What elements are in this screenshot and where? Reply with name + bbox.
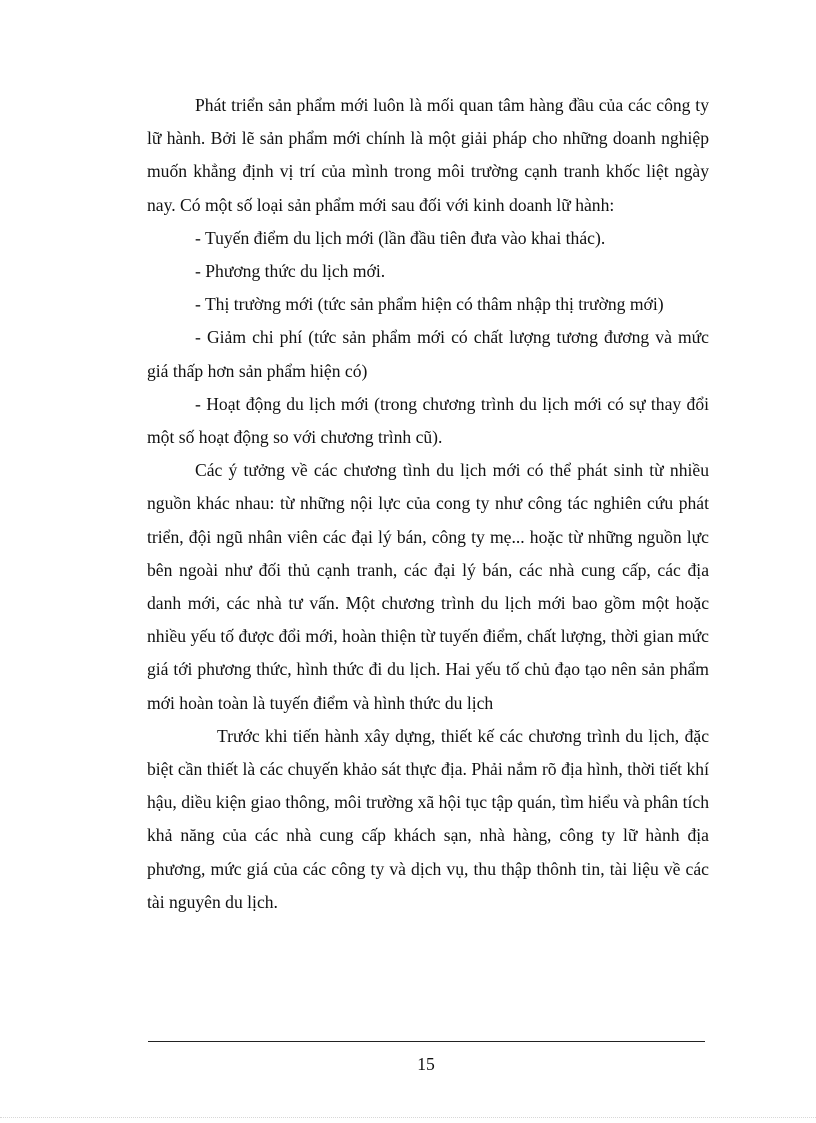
bullet-cost-reduction: - Giảm chi phí (tức sản phẩm mới có chất lượng tương đương và mức giá thấp hơn sản phẩm hiện có)	[147, 327, 709, 381]
bullet-new-market: - Thị trường mới (tức sản phẩm hiện có thâm nhập thị trường mới)	[195, 294, 664, 315]
bullet-new-destination: - Tuyến điểm du lịch mới (lần đầu tiên đưa vào khai thác).	[195, 227, 606, 248]
paragraph-idea-sources: Các ý tưởng về các chương tình du lịch mới có thể phát sinh từ nhiều nguồn khác nhau: từ những nội lực của cong ty như công tác nghiên cứu phát triển, đội ngũ nhân viên các đại lý bán, công ty mẹ... hoặc từ những nguồn lực bên ngoài như đối thủ cạnh tranh, các đại lý bán, các nhà cung cấp, các địa danh mới, các nhà tư vấn. Một chương trình du lịch mới bao gồm một hoặc nhiều yếu tố được đổi mới, hoàn thiện từ tuyến điểm, chất lượng, thời gian mức giá tới phương thức, hình thức đi du lịch. Hai yếu tố chủ đạo tạo nên sản phẩm mới hoàn toàn là tuyến điểm và hình thức du lịch	[147, 460, 709, 713]
bullet-new-activity: - Hoạt động du lịch mới (trong chương trình du lịch mới có sự thay đổi một số hoạt động so với chương trình cũ).	[147, 393, 709, 448]
footer-divider	[148, 1041, 705, 1042]
bullet-new-method: - Phương thức du lịch mới.	[195, 261, 386, 282]
body-text	[147, 89, 709, 919]
page-number: 15	[417, 1054, 435, 1074]
paragraph-field-survey: Trước khi tiến hành xây dựng, thiết kế các chương trình du lịch, đặc biệt cần thiết là các chuyến khảo sát thực địa. Phải nắm rõ địa hình, thời tiết khí hậu, diều kiện giao thông, môi trường xã hội tục tập quán, tìm hiểu và phân tích khả năng của các nhà cung cấp khách sạn, nhà hàng, công ty lữ hành địa phương, mức giá của các công ty và dịch vụ, thu thập thônh tin, tài liệu về các tài nguyên du lịch.	[147, 725, 709, 912]
paragraph-intro: Phát triển sản phẩm mới luôn là mối quan tâm hàng đầu của các công ty lữ hành. Bởi lẽ sản phẩm mới chính là một giải pháp cho những doanh nghiệp muốn khẳng định vị trí của mình trong môi trường cạnh tranh khốc liệt ngày nay. Có một số loại sản phẩm mới sau đối với kinh doanh lữ hành:	[147, 95, 709, 215]
page-bottom-border	[0, 1117, 816, 1118]
